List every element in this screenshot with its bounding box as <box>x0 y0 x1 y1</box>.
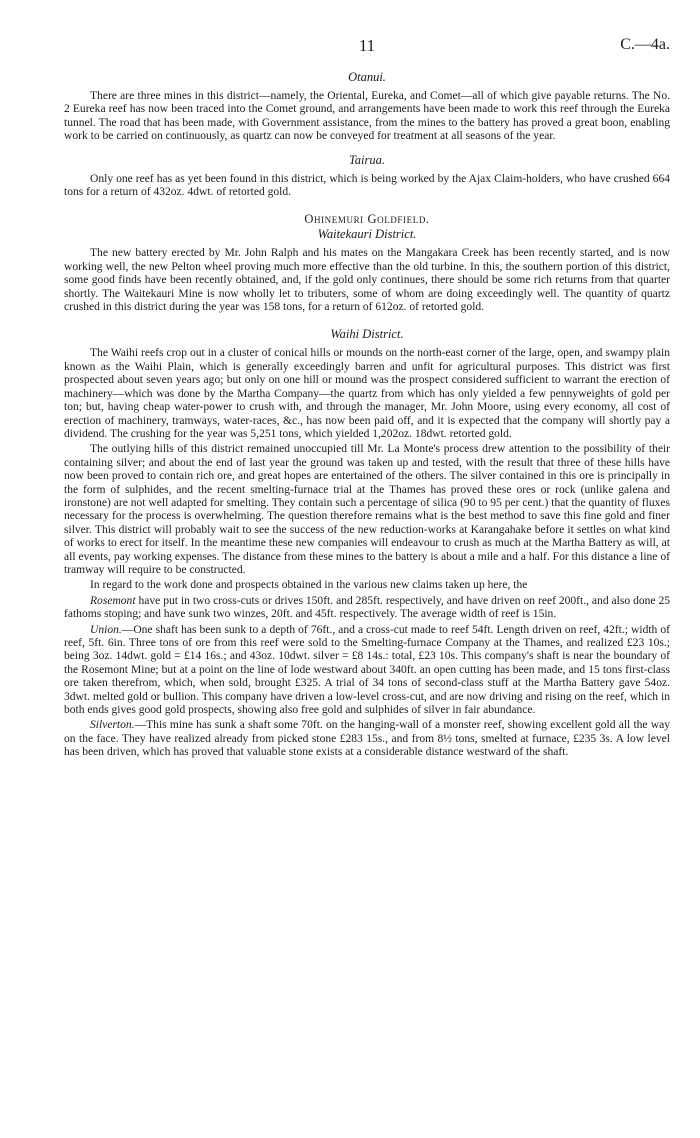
heading-waihi-district: Waihi District. <box>330 327 404 342</box>
paragraph-waihi-2: The outlying hills of this district remained unoccupied till Mr. La Monte's process drew attention to the possibility of their containing silver; and about the end of last year the ground was taken up and tested, with the result that three of these hills have now been proved to contain rich ore, and great hopes are entertained of the others. The silver contained in this ore is principally in the form of sulphides, and the recent smelting-furnace trial at the Thames has proved these ores or rock (unlike galena and ironstone) are not well adapted for smelting. They contain such a percentage of silica (90 to 95 per cent.) that the quantity of fluxes necessary for the process is overwhelming. The question therefore remains what is the best method to save this fine gold and finer silver. This district will probably wait to see the success of the new reduction-works at Karangahake before it settles on what kind of works to erect for itself. In the meantime these new companies will endeavour to crush as much at the Martha Battery as will, at all events, pay working expenses. The distance from these mines to the battery is about a mile and a half. For this distance a line of tramway will require to be constructed. <box>64 443 670 576</box>
page-body <box>64 66 670 762</box>
page-header <box>64 36 670 56</box>
paragraph-silverton <box>64 719 670 759</box>
paragraph-otanui: There are three mines in this district—namely, the Oriental, Eureka, and Comet—all of which give payable returns. The No. 2 Eureka reef has now been traced into the Comet ground, and arrangements have been made to work this reef through the Eureka tunnel. The road that has been made, with Government assistance, from the mines to the battery has proved a great boon, enabling work to be carried on continuously, as quartz can now be conveyed for treatment at all seasons of the year. <box>64 90 670 143</box>
claim-name-silverton: Silverton. <box>90 719 135 732</box>
heading-tairua: Tairua. <box>348 152 386 167</box>
claim-text-rosemont: have put in two cross-cuts or drives 150ft. and 285ft. respectively, and have driven on reef 200ft., and also done 25 fathoms stoping; and have sunk two winzes, 20ft. and 45ft. respectively. The average width of reef is 15in. <box>64 594 670 621</box>
heading-ohinemuri-goldfield: Ohinemuri Goldfield. <box>304 212 430 227</box>
paragraph-union <box>64 624 670 718</box>
paragraph-tairua: Only one reef has as yet been found in this district, which is being worked by the Ajax Claim-holders, who have crushed 664 tons for a return of 432oz. 4dwt. of retorted gold. <box>64 172 670 199</box>
claim-text-silverton: —This mine has sunk a shaft some 70ft. on the hanging-wall of a monster reef, showing excellent gold all the way on the face. They have realized already from picked stone £283 15s., and from 8½ tons, smelted at furnace, £235 3s. A low level has been driven, which has proved that valuable stone exists at a considerable distance westward of the shaft. <box>64 719 670 759</box>
document-reference: C.—4a. <box>620 36 670 53</box>
claim-text-union: —One shaft has been sunk to a depth of 76ft., and a cross-cut made to reef 54ft. Length driven on reef, 42ft.; width of reef, 5ft. 6in. Three tons of ore from this reef were sold to the Smelting-furnace Company at the Thames, and realized £23 10s.; being 3oz. 14dwt. gold = £14 16s.; and 43oz. 10dwt. silver = £8 14s.: total, £23 10s. This company's shaft is near the boundary of the Rosemont Mine; but at a point on the line of lode westward about 340ft. an open cutting has been made, and 15 tons first-class ore taken therefrom, which, when sold, brought £325. A trial of 34 tons of second-class stuff at the Martha Battery gave 54oz. 3dwt. melted gold or bullion. This company have driven a low-level cross-cut, and are now driving and rising on the reef, which in both ends gives good gold prospects, showing also free gold and sulphides of silver in fair abundance. <box>64 623 670 717</box>
heading-waitekauri-district: Waitekauri District. <box>317 227 417 242</box>
paragraph-rosemont <box>64 595 670 622</box>
paragraph-waihi-3: In regard to the work done and prospects obtained in the various new claims taken up here, the <box>90 579 528 592</box>
page-number: 11 <box>358 36 376 55</box>
claim-name-union: Union. <box>90 623 122 636</box>
paragraph-waihi-1: The Waihi reefs crop out in a cluster of conical hills or mounds on the north-east corner of the large, open, and swampy plain known as the Waihi Plain, which is generally exceedingly barren and unfit for agricultural purposes. This district was first prospected about seven years ago; but only on one hill or mound was the prospect considered sufficient to warrant the erection of machinery—which was done by the Martha Company—the quartz from which has only yielded a few pennyweights of gold per ton; but, having cheap water-power to crush with, and through the manager, Mr. John Moore, using every economy, all cost of erection of machinery, tramways, water-races, &c., has now been paid off, and it is expected that the company will shortly pay a dividend. The crushing for the year was 5,251 tons, which yielded 1,202oz. 18dwt. retorted gold. <box>64 347 670 440</box>
claim-name-rosemont: Rosemont <box>90 594 136 607</box>
heading-otanui: Otanui. <box>348 70 386 84</box>
paragraph-waitekauri: The new battery erected by Mr. John Ralph and his mates on the Mangakara Creek has been recently started, and is now working well, the new Pelton wheel proving much more effective than the old turbine. In this, the southern portion of this district, some good finds have been recently obtained, and, if the gold only continues, there should be some rich returns from that quarter shortly. The Waitekauri Mine is now wholly let to tributers, some of whom are doing exceedingly well. The quantity of quartz crushed in this district during the year was 158 tons, for a return of 612oz. of retorted gold. <box>64 247 670 314</box>
